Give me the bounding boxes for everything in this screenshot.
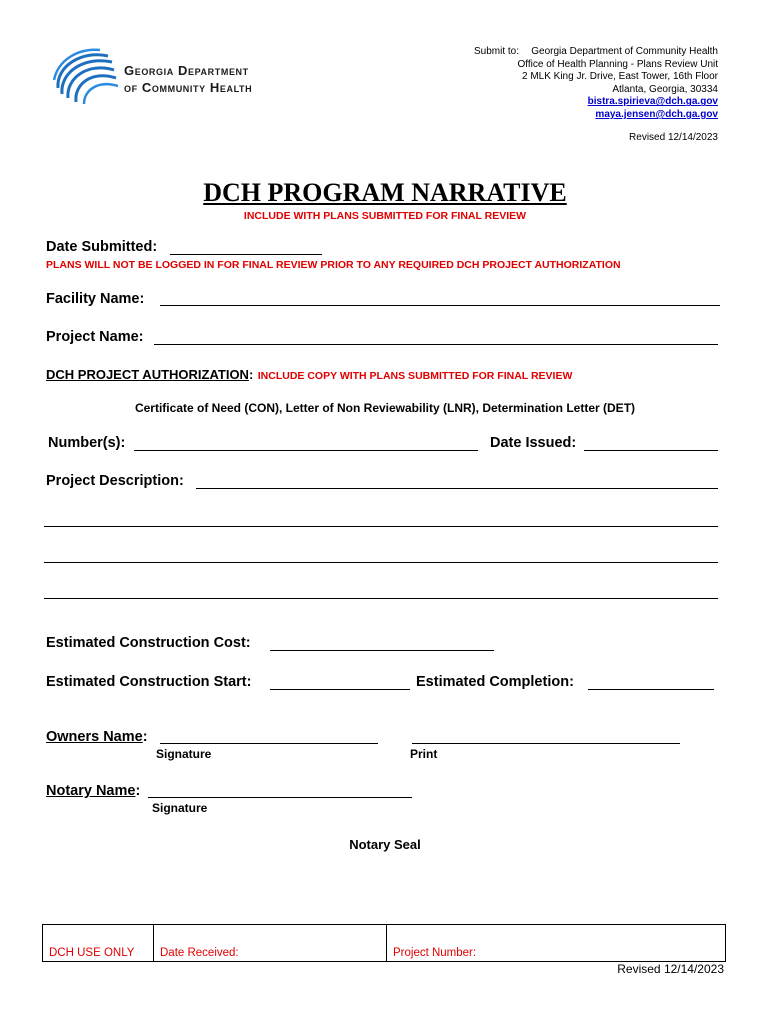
numbers-field[interactable] — [134, 450, 478, 451]
dch-use-only-cell: DCH USE ONLY — [43, 925, 154, 961]
est-cost-label: Estimated Construction Cost: — [46, 635, 251, 651]
est-completion-field[interactable] — [588, 689, 714, 690]
footer-revised: Revised 12/14/2023 — [617, 962, 724, 976]
email-link-2[interactable]: maya.jensen@dch.ga.gov — [595, 108, 718, 120]
est-cost-field[interactable] — [270, 650, 494, 651]
owners-print-field[interactable] — [412, 743, 680, 744]
date-received-cell[interactable]: Date Received: — [154, 925, 387, 961]
numbers-label: Number(s): — [48, 435, 126, 451]
print-caption: Print — [410, 747, 438, 761]
date-submitted-label: Date Submitted: — [46, 239, 158, 255]
project-description-line-3[interactable] — [44, 562, 718, 563]
notary-seal: Notary Seal — [349, 837, 421, 852]
project-description-label: Project Description: — [46, 473, 184, 489]
address-block: Georgia Department of Community Health Office of Health Planning - Plans Review Unit 2 MLK King Jr. Drive, East Tower, 16th Floor Atlanta, Georgia, 30334 bistra.spirieva@dch.ga.gov maya.jensen@dch.ga.gov — [517, 46, 718, 120]
dch-use-table — [42, 924, 726, 962]
email-link-1[interactable]: bistra.spirieva@dch.ga.gov — [587, 96, 718, 108]
dch-authorization: DCH PROJECT AUTHORIZATION: INCLUDE COPY WITH PLANS SUBMITTED FOR FINAL REVIEW — [46, 367, 573, 382]
page-title: DCH PROGRAM NARRATIVE — [203, 178, 567, 207]
signature-caption: Signature — [156, 747, 212, 761]
logo-text: Georgia Department of Community Health — [124, 63, 253, 95]
project-description-line-4[interactable] — [44, 598, 718, 599]
project-description-line-2[interactable] — [44, 526, 718, 527]
facility-name-field[interactable] — [160, 305, 720, 306]
plans-warning: PLANS WILL NOT BE LOGGED IN FOR FINAL REVIEW PRIOR TO ANY REQUIRED DCH PROJECT AUTHORIZATION — [46, 259, 621, 271]
dch-logo-icon — [48, 46, 122, 106]
date-issued-label: Date Issued: — [490, 435, 577, 451]
notary-name-label: Notary Name: — [46, 783, 141, 799]
project-name-field[interactable] — [154, 344, 718, 345]
est-completion-label: Estimated Completion: — [416, 674, 574, 690]
est-start-label: Estimated Construction Start: — [46, 674, 252, 690]
revised-date: Revised 12/14/2023 — [629, 132, 718, 143]
facility-name-label: Facility Name: — [46, 291, 145, 307]
date-issued-field[interactable] — [584, 450, 718, 451]
subtitle: INCLUDE WITH PLANS SUBMITTED FOR FINAL REVIEW — [243, 210, 527, 222]
project-description-field[interactable] — [196, 488, 718, 489]
owners-name-label: Owners Name: — [46, 729, 148, 745]
project-name-label: Project Name: — [46, 329, 144, 345]
project-number-cell[interactable]: Project Number: — [393, 947, 477, 959]
notary-signature-caption: Signature — [152, 801, 208, 815]
certificate-types: Certificate of Need (CON), Letter of Non Reviewability (LNR), Determination Letter (DET) — [134, 401, 636, 415]
notary-signature-field[interactable] — [148, 797, 412, 798]
submit-label: Submit to: — [474, 46, 520, 57]
date-submitted-field[interactable] — [170, 254, 322, 255]
est-start-field[interactable] — [270, 689, 410, 690]
owners-signature-field[interactable] — [160, 743, 378, 744]
